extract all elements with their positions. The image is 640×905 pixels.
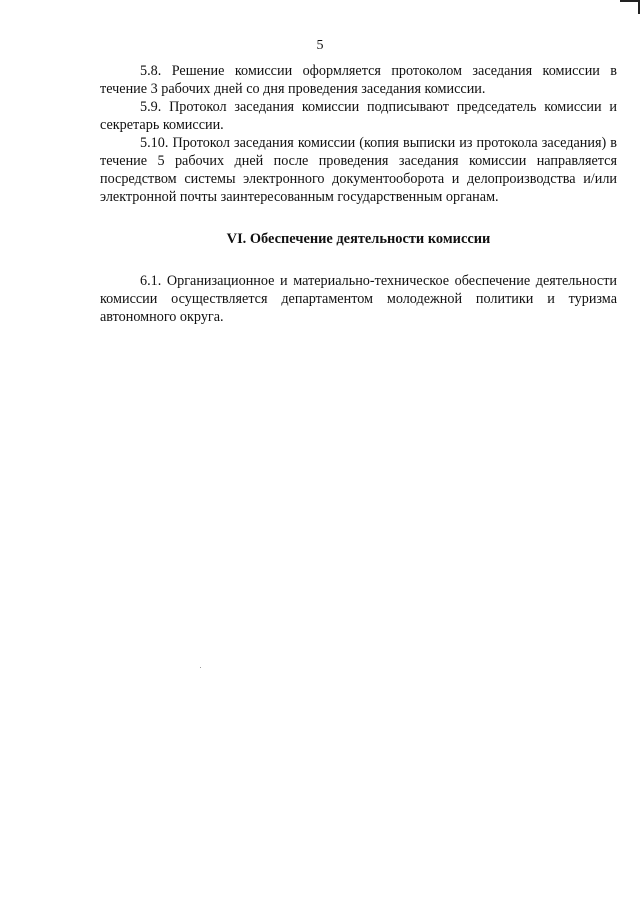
- page-number: 5: [316, 38, 324, 53]
- document-body: [100, 62, 617, 326]
- paragraph-5-8: 5.8. Решение комиссии оформляется протоколом заседания комиссии в течение 3 рабочих дней со дня проведения заседания комиссии.: [100, 63, 617, 97]
- scan-speck: [200, 667, 201, 668]
- paragraph-5-9: 5.9. Протокол заседания комиссии подписывают председатель комиссии и секретарь комиссии.: [100, 99, 617, 133]
- section-heading: VI. Обеспечение деятельности комиссии: [226, 231, 491, 247]
- paragraph-6-1: 6.1. Организационное и материально-техническое обеспечение деятельности комиссии осуществляется департаментом молодежной политики и туризма автономного округа.: [100, 273, 617, 325]
- scan-corner-mark: [620, 0, 640, 2]
- paragraph-5-10: 5.10. Протокол заседания комиссии (копия выписки из протокола заседания) в течение 5 рабочих дней после проведения заседания комиссии направляется посредством системы электронного документооборота и делопроизводства и/или электронной почты заинтересованным государственным органам.: [100, 135, 617, 205]
